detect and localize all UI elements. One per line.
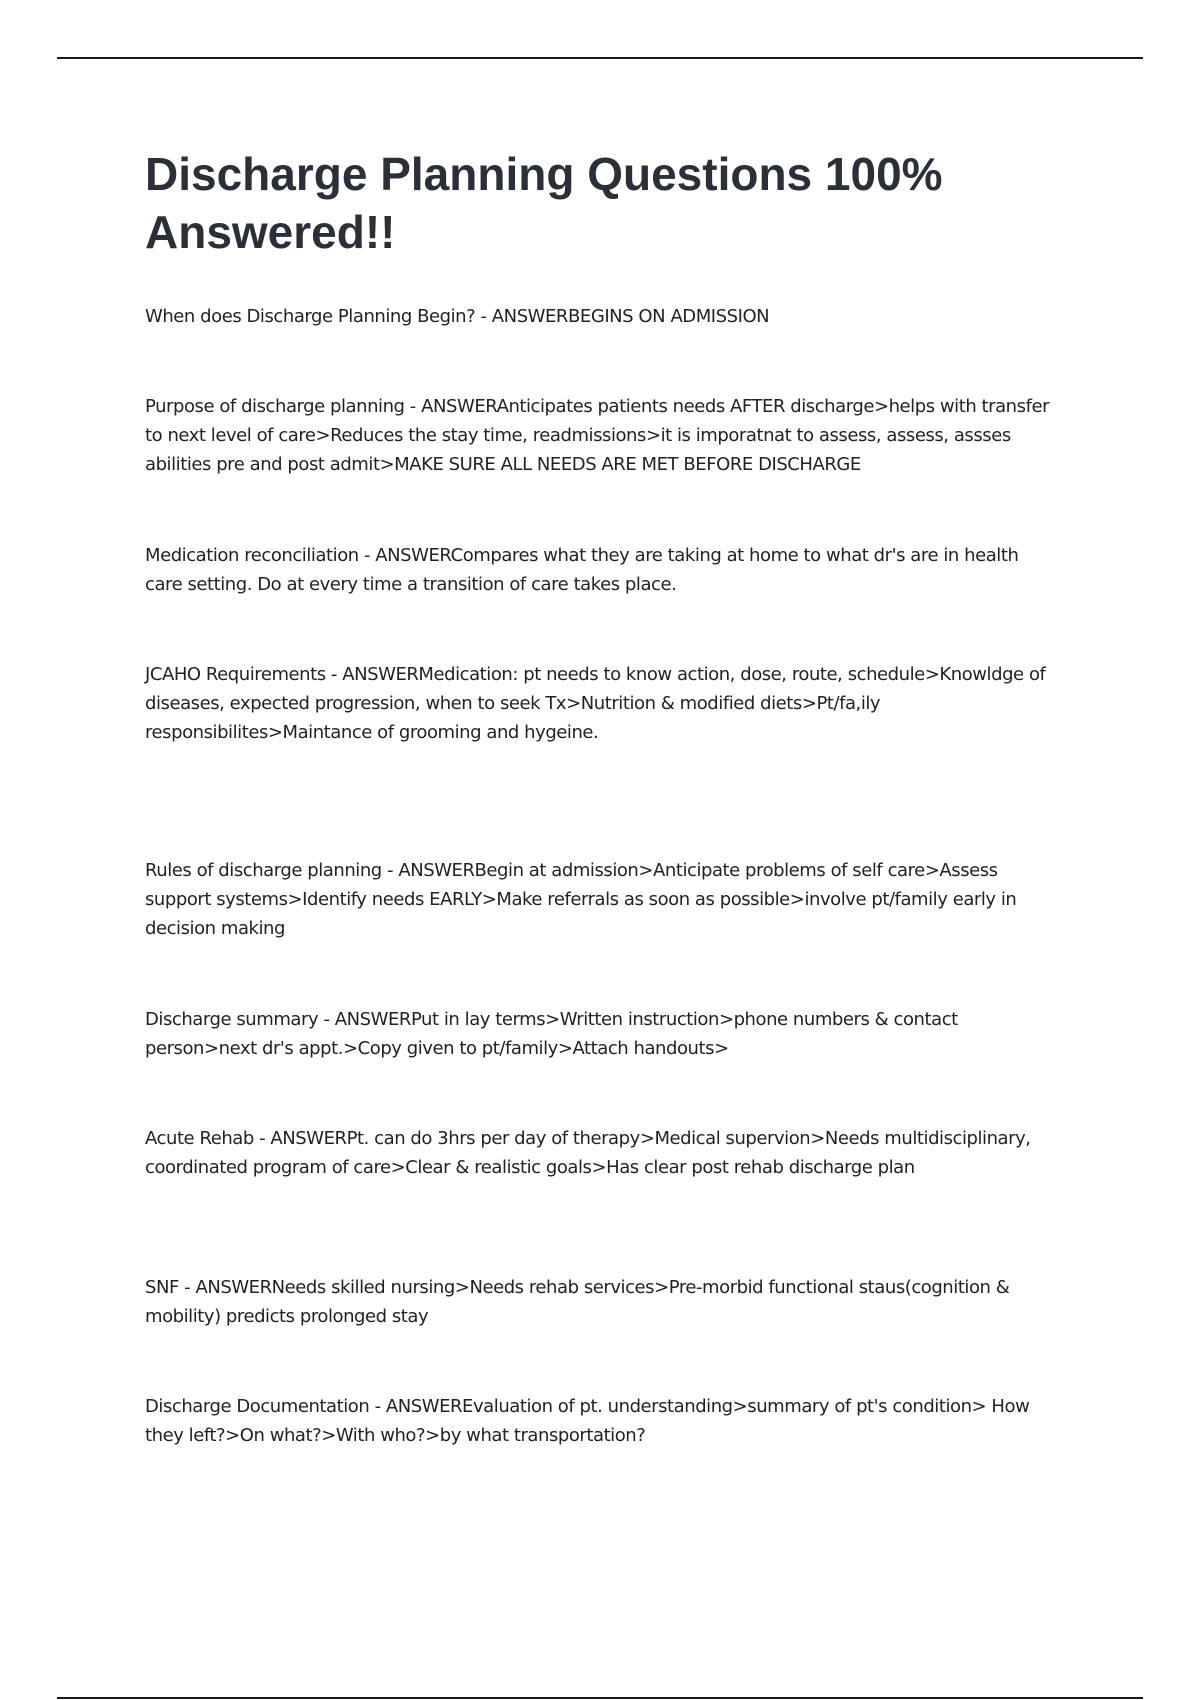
qa-discharge-planning-begin: When does Discharge Planning Begin? - ANSWERBEGINS ON ADMISSION	[145, 306, 770, 327]
page-title: Discharge Planning Questions 100% Answered!!	[145, 148, 943, 258]
qa-rules-of-discharge-planning: Rules of discharge planning - ANSWERBegin at admission>Anticipate problems of self care>Assess support systems>Identify needs EARLY>Make referrals as soon as possible>involve pt/family early in decision making	[145, 860, 1017, 939]
qa-jcaho-requirements: JCAHO Requirements - ANSWERMedication: pt needs to know action, dose, route, schedule>Knowldge of diseases, expected progression, when to seek Tx>Nutrition & modified diets>Pt/fa,ily responsibilites>Maintance of grooming and hygeine.	[145, 664, 1046, 743]
qa-discharge-summary: Discharge summary - ANSWERPut in lay terms>Written instruction>phone numbers & contact person>next dr's appt.>Copy given to pt/family>Attach handouts>	[145, 1009, 958, 1059]
bottom-divider	[57, 1697, 1143, 1699]
qa-medication-reconciliation: Medication reconciliation - ANSWERCompares what they are taking at home to what dr's are in health care setting. Do at every time a transition of care takes place.	[145, 545, 1019, 595]
qa-acute-rehab: Acute Rehab - ANSWERPt. can do 3hrs per day of therapy>Medical supervion>Needs multidisciplinary, coordinated program of care>Clear & realistic goals>Has clear post rehab discharge plan	[145, 1128, 1031, 1178]
qa-discharge-documentation: Discharge Documentation - ANSWEREvaluation of pt. understanding>summary of pt's condition> How they left?>On what?>With who?>by what transportation?	[145, 1396, 1030, 1446]
top-divider	[57, 57, 1143, 59]
qa-snf: SNF - ANSWERNeeds skilled nursing>Needs rehab services>Pre-morbid functional staus(cognition & mobility) predicts prolonged stay	[145, 1277, 1010, 1327]
qa-purpose-of-discharge-planning: Purpose of discharge planning - ANSWERAnticipates patients needs AFTER discharge>helps with transfer to next level of care>Reduces the stay time, readmissions>it is imporatnat to assess, assess, assses abilities pre and post admit>MAKE SURE ALL NEEDS ARE MET BEFORE DISCHARGE	[145, 396, 1050, 475]
